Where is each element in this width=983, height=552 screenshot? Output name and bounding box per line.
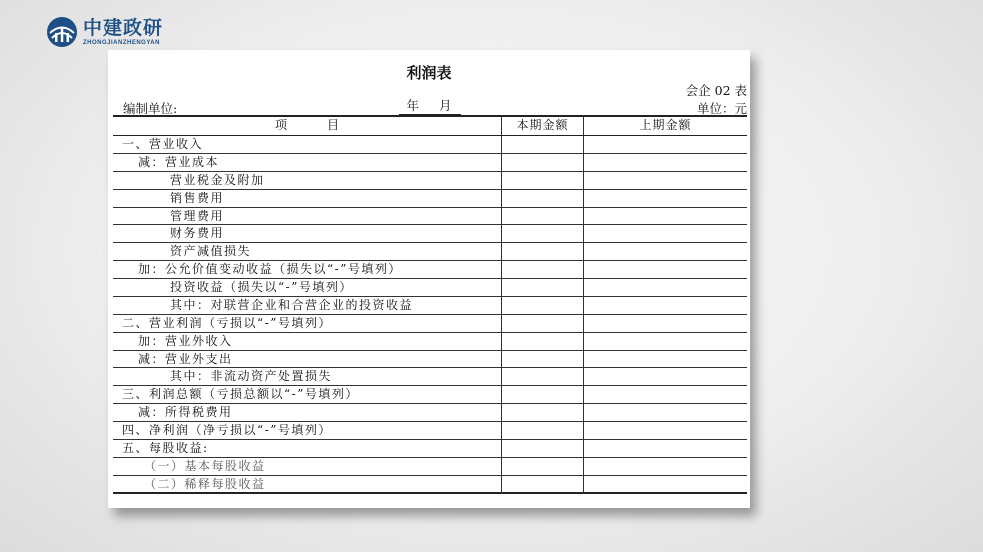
previous-amount-cell[interactable] (584, 404, 747, 421)
previous-amount-cell[interactable] (584, 190, 747, 207)
current-amount-cell[interactable] (502, 458, 584, 475)
period-field (399, 98, 461, 115)
globe-logo-icon (46, 16, 78, 48)
previous-amount-cell[interactable] (584, 297, 747, 314)
table-row (113, 225, 747, 243)
current-amount-cell[interactable] (502, 279, 584, 296)
table-row (113, 422, 747, 440)
previous-amount-cell[interactable] (584, 476, 747, 494)
current-amount-cell[interactable] (502, 136, 584, 153)
row-item-label: 减：所得税费用 (113, 404, 502, 421)
previous-amount-cell[interactable] (584, 172, 747, 189)
table-row (113, 208, 747, 226)
row-item-label: 管理费用 (113, 208, 502, 225)
previous-amount-cell[interactable] (584, 458, 747, 475)
row-item-label: 加：营业外收入 (113, 333, 502, 350)
previous-amount-cell[interactable] (584, 368, 747, 385)
header-current-amount: 本期金额 (502, 117, 584, 135)
current-amount-cell[interactable] (502, 386, 584, 403)
row-item-label: 投资收益（损失以“-”号填列） (113, 279, 502, 296)
income-table (113, 115, 747, 494)
row-item-label: 二、营业利润（亏损以“-”号填列） (113, 315, 502, 332)
form-code: 会企 02 表 (685, 83, 747, 98)
maker-label: 编制单位: (123, 101, 178, 116)
row-item-label: 销售费用 (113, 190, 502, 207)
current-amount-cell[interactable] (502, 243, 584, 260)
current-amount-cell[interactable] (502, 261, 584, 278)
current-amount-cell[interactable] (502, 208, 584, 225)
logo-name-en: ZHONGJIANZHENGYAN (83, 39, 160, 46)
current-amount-cell[interactable] (502, 172, 584, 189)
table-header-row (113, 117, 747, 136)
row-item-label: 三、利润总额（亏损总额以“-”号填列） (113, 386, 502, 403)
row-item-label: 加：公允价值变动收益（损失以“-”号填列） (113, 261, 502, 278)
previous-amount-cell[interactable] (584, 225, 747, 242)
previous-amount-cell[interactable] (584, 136, 747, 153)
current-amount-cell[interactable] (502, 368, 584, 385)
row-item-label: （二）稀释每股收益 (113, 476, 502, 494)
table-row (113, 458, 747, 476)
table-row (113, 333, 747, 351)
previous-amount-cell[interactable] (584, 386, 747, 403)
row-item-label: （一）基本每股收益 (113, 458, 502, 475)
table-row (113, 386, 747, 404)
row-item-label: 五、每股收益: (113, 440, 502, 457)
row-item-label: 一、营业收入 (113, 136, 502, 153)
row-item-label: 四、净利润（净亏损以“-”号填列） (113, 422, 502, 439)
previous-amount-cell[interactable] (584, 333, 747, 350)
previous-amount-cell[interactable] (584, 351, 747, 368)
row-item-label: 资产减值损失 (113, 243, 502, 260)
table-row (113, 279, 747, 297)
table-row (113, 315, 747, 333)
logo-name-cn: 中建政研 (83, 16, 164, 39)
row-item-label: 营业税金及附加 (113, 172, 502, 189)
row-item-label: 财务费用 (113, 225, 502, 242)
row-item-label: 减：营业成本 (113, 154, 502, 171)
current-amount-cell[interactable] (502, 315, 584, 332)
previous-amount-cell[interactable] (584, 154, 747, 171)
table-row (113, 404, 747, 422)
brand-logo (46, 15, 163, 49)
previous-amount-cell[interactable] (584, 440, 747, 457)
table-row (113, 351, 747, 369)
previous-amount-cell[interactable] (584, 422, 747, 439)
previous-amount-cell[interactable] (584, 208, 747, 225)
row-item-label: 其中：对联营企业和合营企业的投资收益 (113, 297, 502, 314)
previous-amount-cell[interactable] (584, 279, 747, 296)
table-row (113, 154, 747, 172)
income-statement-sheet (108, 50, 750, 508)
previous-amount-cell[interactable] (584, 261, 747, 278)
previous-amount-cell[interactable] (584, 315, 747, 332)
current-amount-cell[interactable] (502, 190, 584, 207)
header-item: 项 目 (113, 117, 502, 135)
table-row (113, 190, 747, 208)
current-amount-cell[interactable] (502, 440, 584, 457)
current-amount-cell[interactable] (502, 404, 584, 421)
table-row (113, 172, 747, 190)
page-title: 利润表 (406, 64, 452, 82)
current-amount-cell[interactable] (502, 154, 584, 171)
current-amount-cell[interactable] (502, 476, 584, 494)
table-row (113, 476, 747, 494)
current-amount-cell[interactable] (502, 225, 584, 242)
current-amount-cell[interactable] (502, 297, 584, 314)
current-amount-cell[interactable] (502, 333, 584, 350)
currency-unit: 单位：元 (696, 101, 747, 116)
previous-amount-cell[interactable] (584, 243, 747, 260)
header-previous-amount: 上期金额 (639, 118, 692, 132)
period-year: 年 (406, 98, 421, 113)
period-month: 月 (438, 98, 454, 113)
table-row (113, 136, 747, 154)
table-row (113, 243, 747, 261)
table-row (113, 261, 747, 279)
row-item-label: 其中：非流动资产处置损失 (113, 368, 502, 385)
table-row (113, 440, 747, 458)
current-amount-cell[interactable] (502, 422, 584, 439)
current-amount-cell[interactable] (502, 351, 584, 368)
row-item-label: 减：营业外支出 (113, 351, 502, 368)
table-row (113, 368, 747, 386)
table-row (113, 297, 747, 315)
